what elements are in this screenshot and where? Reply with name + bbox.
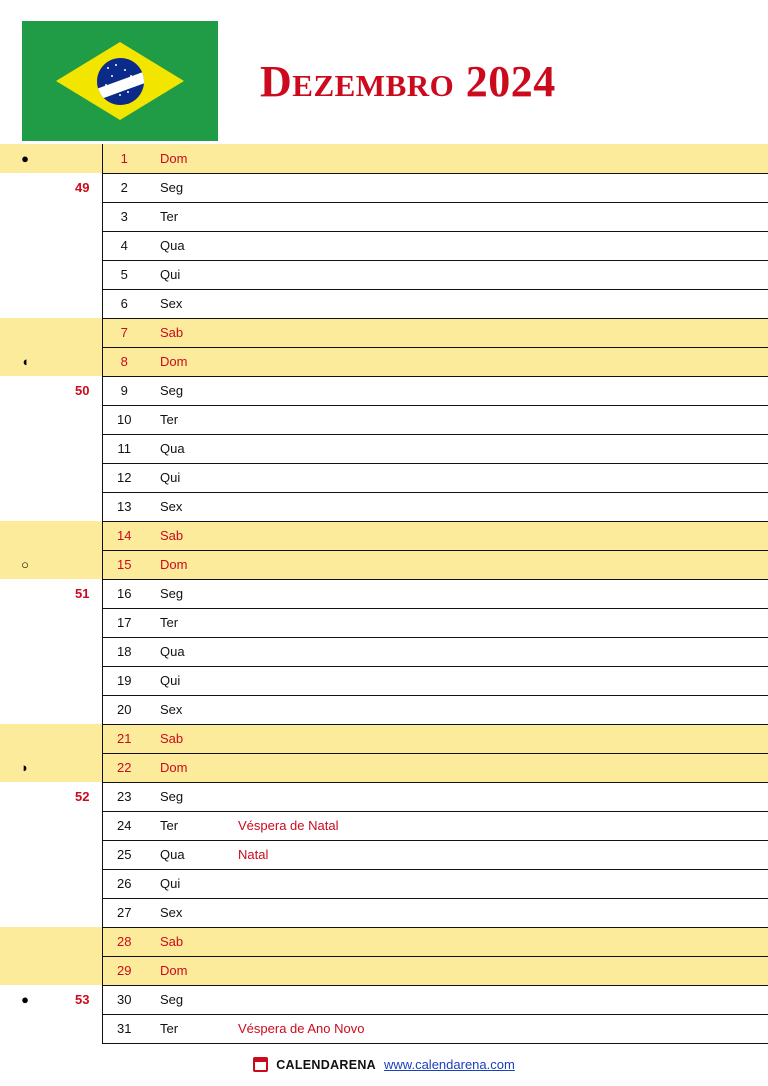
week-number [36, 898, 102, 927]
holiday-note [234, 347, 768, 376]
weekday-label: Qui [146, 463, 234, 492]
calendar-row [0, 927, 768, 956]
day-number: 11 [102, 434, 146, 463]
calendar-row [0, 521, 768, 550]
week-number [36, 695, 102, 724]
weekday-label: Ter [146, 405, 234, 434]
day-number: 4 [102, 231, 146, 260]
holiday-note [234, 985, 768, 1014]
moon-phase-icon [0, 898, 36, 927]
calendar-row [0, 869, 768, 898]
moon-phase-icon: ◖ [0, 347, 36, 376]
week-number [36, 492, 102, 521]
moon-phase-icon: ● [0, 144, 36, 173]
week-number: 52 [75, 789, 90, 804]
week-number [36, 347, 102, 376]
weekday-label: Qui [146, 260, 234, 289]
day-number: 20 [102, 695, 146, 724]
moon-phase-icon [0, 405, 36, 434]
week-number [36, 869, 102, 898]
calendar-row [0, 782, 768, 811]
week-number [36, 637, 102, 666]
brazil-flag-icon [22, 21, 218, 141]
weekday-label: Seg [146, 376, 234, 405]
holiday-note [234, 492, 768, 521]
holiday-note: Véspera de Ano Novo [234, 1014, 768, 1043]
holiday-note [234, 608, 768, 637]
week-number: 49 [75, 180, 90, 195]
day-number: 13 [102, 492, 146, 521]
calendar-row [0, 405, 768, 434]
holiday-note [234, 434, 768, 463]
day-number: 7 [102, 318, 146, 347]
day-number: 22 [102, 753, 146, 782]
moon-phase-icon [0, 608, 36, 637]
holiday-note [234, 579, 768, 608]
day-number: 12 [102, 463, 146, 492]
calendar-row [0, 579, 768, 608]
day-number: 26 [102, 869, 146, 898]
day-number: 25 [102, 840, 146, 869]
day-number: 23 [102, 782, 146, 811]
week-number [36, 260, 102, 289]
week-number [36, 434, 102, 463]
moon-phase-icon [0, 318, 36, 347]
holiday-note: Natal [234, 840, 768, 869]
moon-phase-icon [0, 173, 36, 202]
weekday-label: Sex [146, 695, 234, 724]
moon-phase-icon [0, 724, 36, 753]
calendar-row [0, 347, 768, 376]
holiday-note [234, 405, 768, 434]
moon-phase-icon [0, 1014, 36, 1043]
day-number: 6 [102, 289, 146, 318]
flag-band [97, 69, 144, 102]
day-number: 17 [102, 608, 146, 637]
weekday-label: Seg [146, 782, 234, 811]
moon-phase-icon [0, 434, 36, 463]
holiday-note [234, 869, 768, 898]
week-number [36, 840, 102, 869]
day-number: 16 [102, 579, 146, 608]
week-number [36, 550, 102, 579]
weekday-label: Seg [146, 985, 234, 1014]
day-number: 30 [102, 985, 146, 1014]
day-number: 3 [102, 202, 146, 231]
holiday-note [234, 724, 768, 753]
weekday-label: Sab [146, 521, 234, 550]
weekday-label: Dom [146, 550, 234, 579]
holiday-note [234, 521, 768, 550]
weekday-label: Seg [146, 579, 234, 608]
weekday-label: Ter [146, 202, 234, 231]
calendar-row [0, 376, 768, 405]
moon-phase-icon [0, 840, 36, 869]
weekday-label: Dom [146, 144, 234, 173]
weekday-label: Dom [146, 956, 234, 985]
week-number [36, 666, 102, 695]
moon-phase-icon: ○ [0, 550, 36, 579]
holiday-note [234, 782, 768, 811]
holiday-note [234, 956, 768, 985]
weekday-label: Dom [146, 347, 234, 376]
day-number: 27 [102, 898, 146, 927]
calendar-row [0, 608, 768, 637]
week-number [36, 231, 102, 260]
moon-phase-icon [0, 202, 36, 231]
day-number: 31 [102, 1014, 146, 1043]
calendar-row [0, 695, 768, 724]
weekday-label: Qui [146, 666, 234, 695]
footer [0, 1057, 768, 1072]
moon-phase-icon [0, 695, 36, 724]
week-number [36, 956, 102, 985]
week-number [36, 463, 102, 492]
weekday-label: Sex [146, 898, 234, 927]
moon-phase-icon [0, 231, 36, 260]
holiday-note [234, 173, 768, 202]
moon-phase-icon [0, 927, 36, 956]
holiday-note [234, 144, 768, 173]
weekday-label: Ter [146, 1014, 234, 1043]
moon-phase-icon [0, 492, 36, 521]
moon-phase-icon [0, 666, 36, 695]
calendar-row [0, 144, 768, 173]
brand-label: CALENDARENA [276, 1057, 377, 1072]
moon-phase-icon: ◗ [0, 753, 36, 782]
week-number [36, 927, 102, 956]
week-number [36, 753, 102, 782]
week-number [36, 521, 102, 550]
moon-phase-icon: ● [21, 992, 29, 1007]
holiday-note [234, 695, 768, 724]
week-number: 53 [75, 992, 90, 1007]
day-number: 9 [102, 376, 146, 405]
calendar-row [0, 724, 768, 753]
weekday-label: Sab [146, 724, 234, 753]
calendar-row [0, 434, 768, 463]
calendar-table [0, 144, 768, 1044]
calendar-row [0, 202, 768, 231]
moon-phase-icon [0, 782, 36, 811]
week-number: 50 [75, 383, 90, 398]
holiday-note [234, 289, 768, 318]
page-title: Dezembro 2024 [260, 56, 556, 106]
week-number [36, 202, 102, 231]
holiday-note [234, 550, 768, 579]
week-number [36, 1014, 102, 1043]
page-header [0, 0, 768, 140]
weekday-label: Ter [146, 608, 234, 637]
week-number [36, 289, 102, 318]
calendar-row [0, 637, 768, 666]
calendar-row [0, 463, 768, 492]
day-number: 15 [102, 550, 146, 579]
holiday-note: Véspera de Natal [234, 811, 768, 840]
weekday-label: Qua [146, 637, 234, 666]
day-number: 8 [102, 347, 146, 376]
calendar-row [0, 260, 768, 289]
week-number [36, 405, 102, 434]
weekday-label: Sex [146, 492, 234, 521]
weekday-label: Qua [146, 840, 234, 869]
calendar-row [0, 985, 768, 1014]
calendar-row [0, 1014, 768, 1043]
holiday-note [234, 637, 768, 666]
holiday-note [234, 666, 768, 695]
weekday-label: Ter [146, 811, 234, 840]
calendar-row [0, 550, 768, 579]
moon-phase-icon [0, 869, 36, 898]
calendar-row [0, 173, 768, 202]
calendar-row [0, 492, 768, 521]
weekday-label: Sex [146, 289, 234, 318]
weekday-label: Seg [146, 173, 234, 202]
calendar-row [0, 753, 768, 782]
day-number: 24 [102, 811, 146, 840]
calendar-row [0, 318, 768, 347]
moon-phase-icon [0, 637, 36, 666]
holiday-note [234, 231, 768, 260]
day-number: 21 [102, 724, 146, 753]
calendar-row [0, 956, 768, 985]
day-number: 1 [102, 144, 146, 173]
day-number: 28 [102, 927, 146, 956]
day-number: 18 [102, 637, 146, 666]
holiday-note [234, 898, 768, 927]
holiday-note [234, 260, 768, 289]
flag-globe [97, 58, 144, 105]
moon-phase-icon [0, 376, 36, 405]
day-number: 10 [102, 405, 146, 434]
holiday-note [234, 463, 768, 492]
holiday-note [234, 927, 768, 956]
website-link[interactable]: www.calendarena.com [384, 1057, 515, 1072]
calendar-row [0, 811, 768, 840]
week-number [36, 724, 102, 753]
moon-phase-icon [0, 521, 36, 550]
calendar-icon [253, 1057, 268, 1072]
moon-phase-icon [0, 289, 36, 318]
calendar-row [0, 898, 768, 927]
moon-phase-icon [0, 463, 36, 492]
week-number [36, 811, 102, 840]
week-number [36, 608, 102, 637]
week-number [36, 318, 102, 347]
calendar-row [0, 666, 768, 695]
moon-phase-icon [0, 811, 36, 840]
holiday-note [234, 318, 768, 347]
calendar-row [0, 840, 768, 869]
moon-phase-icon [0, 260, 36, 289]
weekday-label: Qua [146, 231, 234, 260]
holiday-note [234, 202, 768, 231]
holiday-note [234, 376, 768, 405]
weekday-label: Dom [146, 753, 234, 782]
moon-phase-icon [0, 579, 36, 608]
calendar-row [0, 231, 768, 260]
weekday-label: Qui [146, 869, 234, 898]
day-number: 19 [102, 666, 146, 695]
moon-phase-icon [0, 956, 36, 985]
day-number: 29 [102, 956, 146, 985]
calendar-row [0, 289, 768, 318]
weekday-label: Qua [146, 434, 234, 463]
day-number: 5 [102, 260, 146, 289]
week-number [36, 144, 102, 173]
day-number: 14 [102, 521, 146, 550]
week-number: 51 [75, 586, 90, 601]
weekday-label: Sab [146, 318, 234, 347]
holiday-note [234, 753, 768, 782]
weekday-label: Sab [146, 927, 234, 956]
day-number: 2 [102, 173, 146, 202]
